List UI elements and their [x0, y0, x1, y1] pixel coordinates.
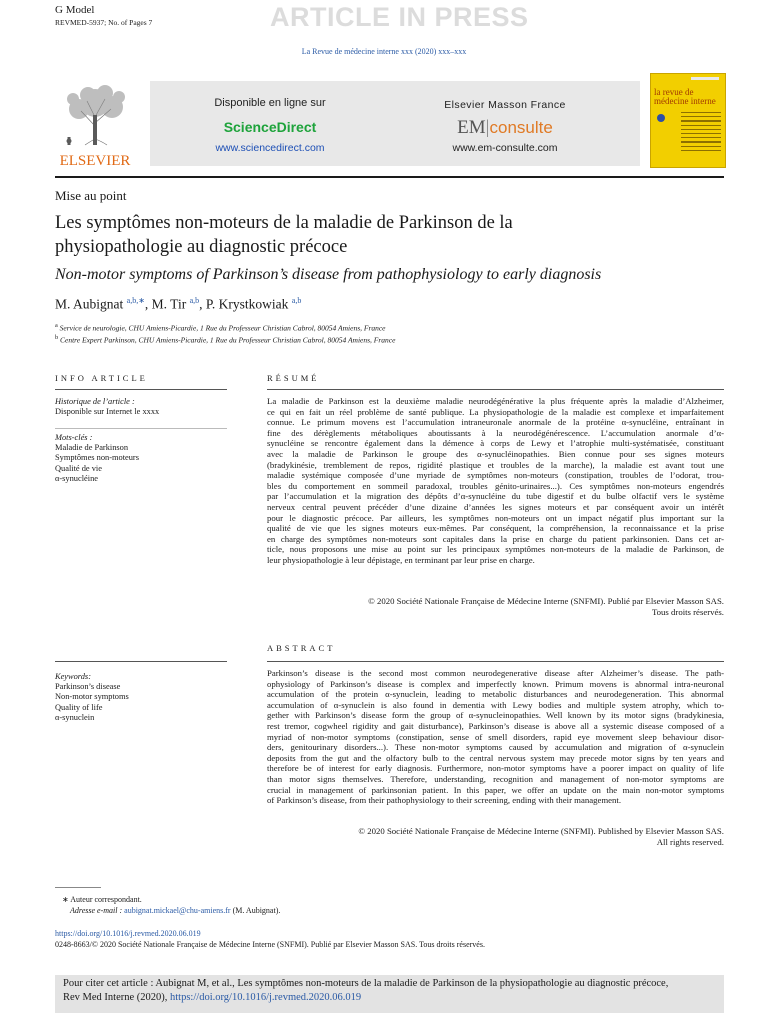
resume-line: connue. Le primum movens est l’accumulation intraneuronale anormale de la protéine α-synucléine, entraînant in [267, 417, 724, 428]
em-logo-left: EM [457, 117, 486, 138]
resume-line: qualité de vie que les signes moteurs eux-mêmes. Par conséquent, la compréhension, la reconnaissance et la prise [267, 523, 724, 534]
history-label: Historique de l’article : [55, 397, 135, 406]
author-name[interactable]: M. Aubignat [55, 296, 124, 312]
affiliation-text: Service de neurologie, CHU Amiens-Picardie, 1 Rue du Professeur Christian Cabrol, 80054 Amiens, France [59, 323, 386, 333]
resume-line: nerveux central peuvent précéder d’une dizaine d’années les signes moteurs et par conséquent avoir un intérêt [267, 501, 724, 512]
abstract-line: accumulation of the protein α-synuclein, leading to metabolic disturbances and neurodegeneration. This abnormal [267, 689, 724, 700]
email-owner: (M. Aubignat). [232, 906, 281, 915]
keyword-item: α-synuclein [55, 712, 95, 722]
abstract-copyright [267, 826, 724, 847]
citation-doi-link[interactable]: https://doi.org/10.1016/j.revmed.2020.06.019 [170, 992, 362, 1003]
cover-strip [691, 77, 719, 80]
abstract-rule [267, 661, 724, 662]
email-link[interactable]: aubignat.mickael@chu-amiens.fr [124, 906, 231, 915]
corr-mark: ∗ [62, 895, 69, 904]
abstract-line: ophysiology of Parkinson’s disease is complex and imperfectly known. Primum movens is abnormal intra-neuronal [267, 678, 724, 689]
email-line [70, 905, 280, 916]
keyword-item: Parkinson’s disease [55, 682, 121, 692]
affiliation-mark: a [55, 322, 58, 329]
title-french [55, 211, 705, 259]
resume-line: ticle, nous proposons une mise au point sur les principaux symptômes non-moteurs de la maladie de Parkinson, de [267, 544, 724, 555]
info-rule [55, 389, 227, 390]
article-history [55, 397, 227, 417]
citation-ref-line [63, 991, 719, 1005]
affiliation-text: Centre Expert Parkinson, CHU Amiens-Picardie, 1 Rue du Professeur Christian Cabrol, 80054 Amiens, France [60, 335, 396, 345]
author-affiliation-marks[interactable]: a,b [291, 296, 302, 305]
citation-ref: Rev Med Interne (2020), [63, 992, 168, 1003]
keywords-en-rule [55, 661, 227, 662]
resume-line: fine des dérèglements métaboliques aboutissants à la neurodégénérescence. L’accumulation anormale d’α- [267, 427, 724, 438]
info-article-heading: INFO ARTICLE [55, 373, 148, 383]
abstract-body [267, 668, 724, 806]
abstract-line: deposits from the gut and the olfactory bulb to the central nervous system may precede motor signs by ten years and [267, 752, 724, 763]
em-consulte-link[interactable]: www.em-consulte.com [452, 142, 558, 154]
em-publisher-text: Elsevier Masson France [444, 99, 566, 111]
author-list [55, 296, 301, 313]
manuscript-ref: REVMED-5937; No. of Pages 7 [55, 18, 153, 27]
cover-title-line1: la revue de [654, 87, 694, 97]
resume-line: synucléine se rencontre également dans la démence à corps de Lewy et l’atrophie multi-systématisée, constituant [267, 438, 724, 449]
abstract-rights-line: All rights reserved. [656, 836, 724, 847]
g-model-label: G Model [55, 4, 95, 16]
keyword-item: α-synucléine [55, 473, 98, 483]
abstract-line: of Parkinson’s disease, from their pathophysiology to their screening, ending with their management. [267, 795, 622, 806]
corr-text: Auteur correspondant. [70, 895, 142, 904]
abstract-line: Parkinson’s disease is the second most common neurodegenerative disease after Alzheimer’s disease. The path- [267, 668, 724, 678]
keyword-item: Quality of life [55, 702, 103, 712]
resume-rights-line: Tous droits réservés. [651, 606, 724, 617]
author-separator: , [199, 296, 206, 312]
affiliation-b [55, 334, 395, 345]
email-label: Adresse e-mail : [70, 906, 123, 915]
author-separator: , [144, 296, 152, 312]
title-french-line2: physiopathologie au diagnostic précoce [55, 237, 348, 257]
resume-line: (bradykinésie, tremblement de repos, rigidité plastique et troubles de la marche), la maladie est avant tout une [267, 459, 724, 470]
author-name[interactable]: M. Tir [151, 296, 187, 312]
abstract-line: gether with Parkinson’s disease form the group of α-synucleinopathies. Well known by its motor signs (bradykinesia, [267, 710, 724, 721]
author-affiliation-marks[interactable]: a,b [189, 296, 200, 305]
resume-copyright [267, 596, 724, 617]
keywords-label: Mots-clés : [55, 433, 93, 442]
abstract-copyright-line: © 2020 Société Nationale Française de Médecine Interne (SNFMI). Published by Elsevier Masson SAS. [358, 826, 724, 836]
keywords-label: Keywords: [55, 672, 91, 681]
footnote-rule [55, 887, 101, 888]
resume-rule [267, 389, 724, 390]
em-logo-right: consulte [489, 118, 553, 137]
keyword-item: Symptômes non-moteurs [55, 453, 139, 463]
author-affiliation-marks[interactable]: a,b,∗ [126, 296, 145, 305]
resume-line: leur physiopathologie à leur dépistage, en terminant par leur prise en charge. [267, 554, 535, 565]
em-logo-divider: | [485, 117, 490, 138]
sd-available-text: Disponible en ligne sur [214, 97, 326, 109]
abstract-line: crucial in management of parkinsonian patient. In this paper, we offer an update on the main non-motor symptoms [267, 784, 724, 795]
citation-text [63, 977, 719, 1005]
article-in-press-watermark: ARTICLE IN PRESS [270, 2, 529, 32]
resume-line: maladie systémique composée d’une myriade de symptômes non-moteurs (constipation, troubles de l’odorat, trou- [267, 470, 724, 481]
tree-icon [55, 81, 135, 167]
history-value: Disponible sur Internet le xxxx [55, 407, 160, 417]
journal-line[interactable]: La Revue de médecine interne xxx (2020) xxx–xxx [301, 47, 467, 56]
sciencedirect-link[interactable]: www.sciencedirect.com [215, 142, 325, 154]
doi-link[interactable]: https://doi.org/10.1016/j.revmed.2020.06.019 [55, 929, 201, 938]
issn-line: 0248-8663/© 2020 Société Nationale Française de Médecine Interne (SNFMI). Publié par Elsevier Masson SAS. Tous droits réservés. [55, 940, 485, 949]
cover-title-line2: médecine interne [654, 96, 716, 106]
resume-line: ce qui en fait un réel problème de santé publique. La physiopathologie de la maladie est complexe et imparfaitement [267, 406, 724, 417]
cover-contents-lines [681, 112, 721, 154]
resume-line: avec la maladie de Parkinson le groupe des α-synucléinopathies. Bien connue pour ses signes moteurs [267, 448, 724, 459]
affiliation-a [55, 322, 386, 333]
abstract-line: rest tremor, cogwheel rigidity and gait disturbance), Parkinson’s disease is above all a systemic disease composed of a [267, 720, 724, 731]
info-separator [55, 428, 227, 429]
resume-line: en charge des symptômes non-moteurs sont capitales dans la prise en charge du patient parkinsonien. Dans cet ar- [267, 533, 724, 544]
abstract-line: ders, genitourinary disorders...). These non-motor symptoms caused by accumulation and migration of α-synuclein [267, 742, 724, 753]
resume-line: La maladie de Parkinson est la deuxième maladie neurodégénérative la plus fréquente après la maladie d’Alzheimer, [267, 396, 724, 406]
title-french-line1: Les symptômes non-moteurs de la maladie de Parkinson de la [55, 213, 513, 233]
keywords-fr [55, 433, 227, 484]
title-english: Non-motor symptoms of Parkinson’s disease from pathophysiology to early diagnosis [55, 266, 602, 283]
citation-prefix: Pour citer cet article : Aubignat M, et al., Les symptômes non-moteurs de la maladie de Parkinson de la physiopathologie au diagnostic précoce, [63, 978, 669, 989]
abstract-line: therefore be of interest for early diagnosis. Furthermore, non-motor symptoms have a poorer impact on quality of life [267, 763, 724, 774]
author-name[interactable]: P. Krystkowiak [205, 296, 289, 312]
header-rule [55, 176, 724, 178]
abstract-line: accumulation of α-synuclein is also found in dementia with Lewy bodies and multiple system atrophy, which to- [267, 699, 724, 710]
em-consulte-logo[interactable] [430, 117, 580, 139]
keyword-item: Non-motor symptoms [55, 692, 129, 702]
abstract-line: than motor signs themselves. Therefore, understanding, recognition and management of non-motor symptoms are [267, 773, 724, 784]
section-type: Mise au point [55, 188, 127, 203]
elsevier-logo [55, 81, 135, 167]
cover-title [654, 88, 716, 106]
resume-heading: RÉSUMÉ [267, 373, 320, 383]
abstract-line: myriad of non-motor symptoms (constipation, sense of smell disorders, rapid eye movement sleep behaviour disor- [267, 731, 724, 742]
corresponding-author [62, 894, 142, 905]
resume-line: pour le diagnostic précoce. Par ailleurs, les symptômes non-moteurs ont un impact négatif plus important sur la [267, 512, 724, 523]
abstract-heading: ABSTRACT [267, 643, 336, 653]
resume-copyright-line: © 2020 Société Nationale Française de Médecine Interne (SNFMI). Publié par Elsevier Masson SAS. [368, 596, 724, 606]
keywords-en [55, 672, 227, 723]
journal-cover[interactable] [650, 73, 726, 168]
resume-line: par l’accumulation et la migration des dépôts d’α-synucléine du tube digestif et du bulbe olfactif vers le système [267, 491, 724, 502]
affiliation-mark: b [55, 334, 59, 341]
resume-line: bles du comportement en sommeil paradoxal, troubles génito-urinaires...). Ces symptômes non-moteurs engendrés [267, 480, 724, 491]
cover-emblem-icon [657, 114, 665, 122]
keyword-item: Maladie de Parkinson [55, 443, 129, 453]
svg-text:ELSEVIER: ELSEVIER [59, 153, 131, 167]
keyword-item: Qualité de vie [55, 463, 102, 473]
resume-body [267, 396, 724, 566]
sciencedirect-logo[interactable]: ScienceDirect [223, 119, 317, 135]
